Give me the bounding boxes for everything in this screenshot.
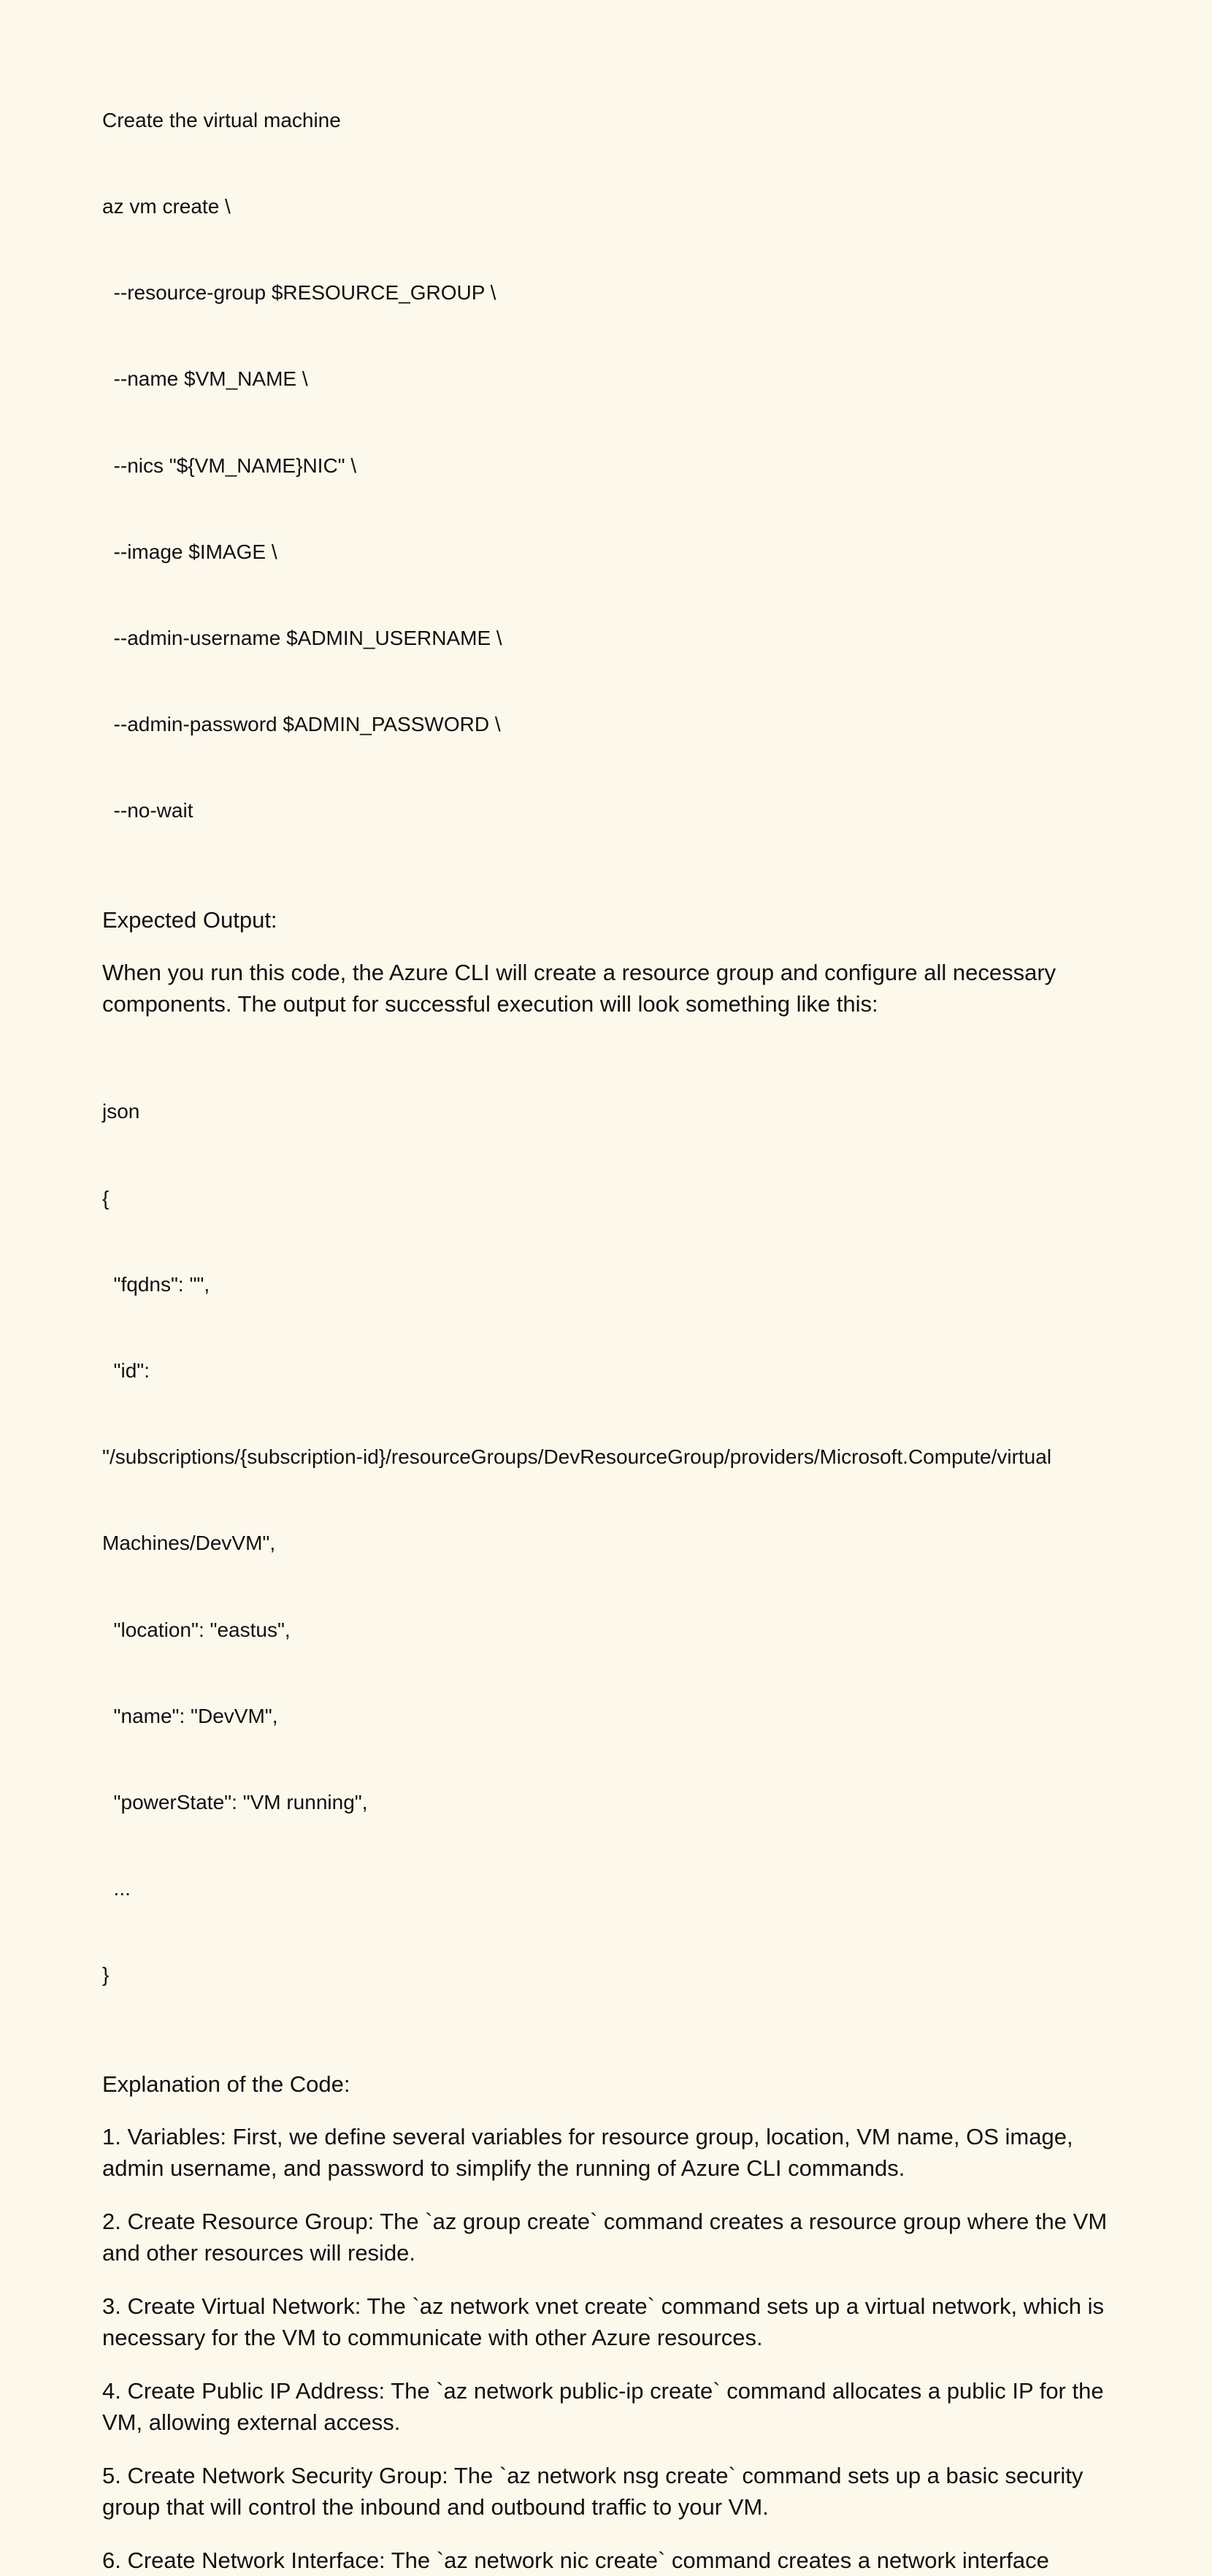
explanation-list <box>102 2121 1110 2576</box>
code-line: --admin-username $ADMIN_USERNAME \ <box>102 627 502 650</box>
code-line: az vm create \ <box>102 195 231 218</box>
code-line: "/subscriptions/{subscription-id}/resourceGroups/DevResourceGroup/providers/Microsoft.Compute/virtual <box>102 1445 1052 1469</box>
code-line: --nics "${VM_NAME}NIC" \ <box>102 454 357 477</box>
code-line: "name": "DevVM", <box>102 1704 278 1727</box>
code-line: Machines/DevVM", <box>102 1532 276 1555</box>
code-line: "powerState": "VM running", <box>102 1791 368 1814</box>
code-line: --name $VM_NAME \ <box>102 367 308 391</box>
code-line: "fqdns": "", <box>102 1272 210 1296</box>
code-line: "location": "eastus", <box>102 1618 291 1641</box>
json-output-block <box>102 1040 1110 2047</box>
expected-output-intro: When you run this code, the Azure CLI will create a resource group and configure all necessary components. The output for successful execution will look something like this: <box>102 959 1056 1017</box>
list-item: 6. Create Network Interface: The `az network nic create` command creates a network interface <box>102 2547 1049 2573</box>
code-line: --image $IMAGE \ <box>102 540 277 563</box>
list-item: 3. Create Virtual Network: The `az network vnet create` command sets up a virtual network, which is necessary for the VM to communicate with other Azure resources. <box>102 2293 1105 2350</box>
code-line: "id": <box>102 1359 150 1383</box>
list-item: 5. Create Network Security Group: The `az network nsg create` command sets up a basic security group that will control the inbound and outbound traffic to your VM. <box>102 2462 1083 2520</box>
explanation-heading: Explanation of the Code: <box>102 2071 350 2097</box>
code-line: { <box>102 1186 110 1209</box>
code-line: --no-wait <box>102 799 193 822</box>
code-line: Create the virtual machine <box>102 108 341 131</box>
list-item: 1. Variables: First, we define several variables for resource group, location, VM name, OS image, admin username, and password to simplify the running of Azure CLI commands. <box>102 2123 1073 2181</box>
expected-output-heading: Expected Output: <box>102 906 277 933</box>
list-item: 4. Create Public IP Address: The `az network public-ip create` command allocates a public IP for the VM, allowing external access. <box>102 2377 1104 2435</box>
code-line: --admin-password $ADMIN_PASSWORD \ <box>102 713 501 736</box>
list-item: 2. Create Resource Group: The `az group create` command creates a resource group where the VM and other resources will reside. <box>102 2208 1108 2266</box>
code-language-label: json <box>102 1100 140 1123</box>
vm-create-command-block <box>102 48 1110 883</box>
code-line: } <box>102 1963 110 1987</box>
code-line: ... <box>102 1877 131 1900</box>
code-line: --resource-group $RESOURCE_GROUP \ <box>102 281 496 305</box>
document-body <box>102 48 1110 2576</box>
